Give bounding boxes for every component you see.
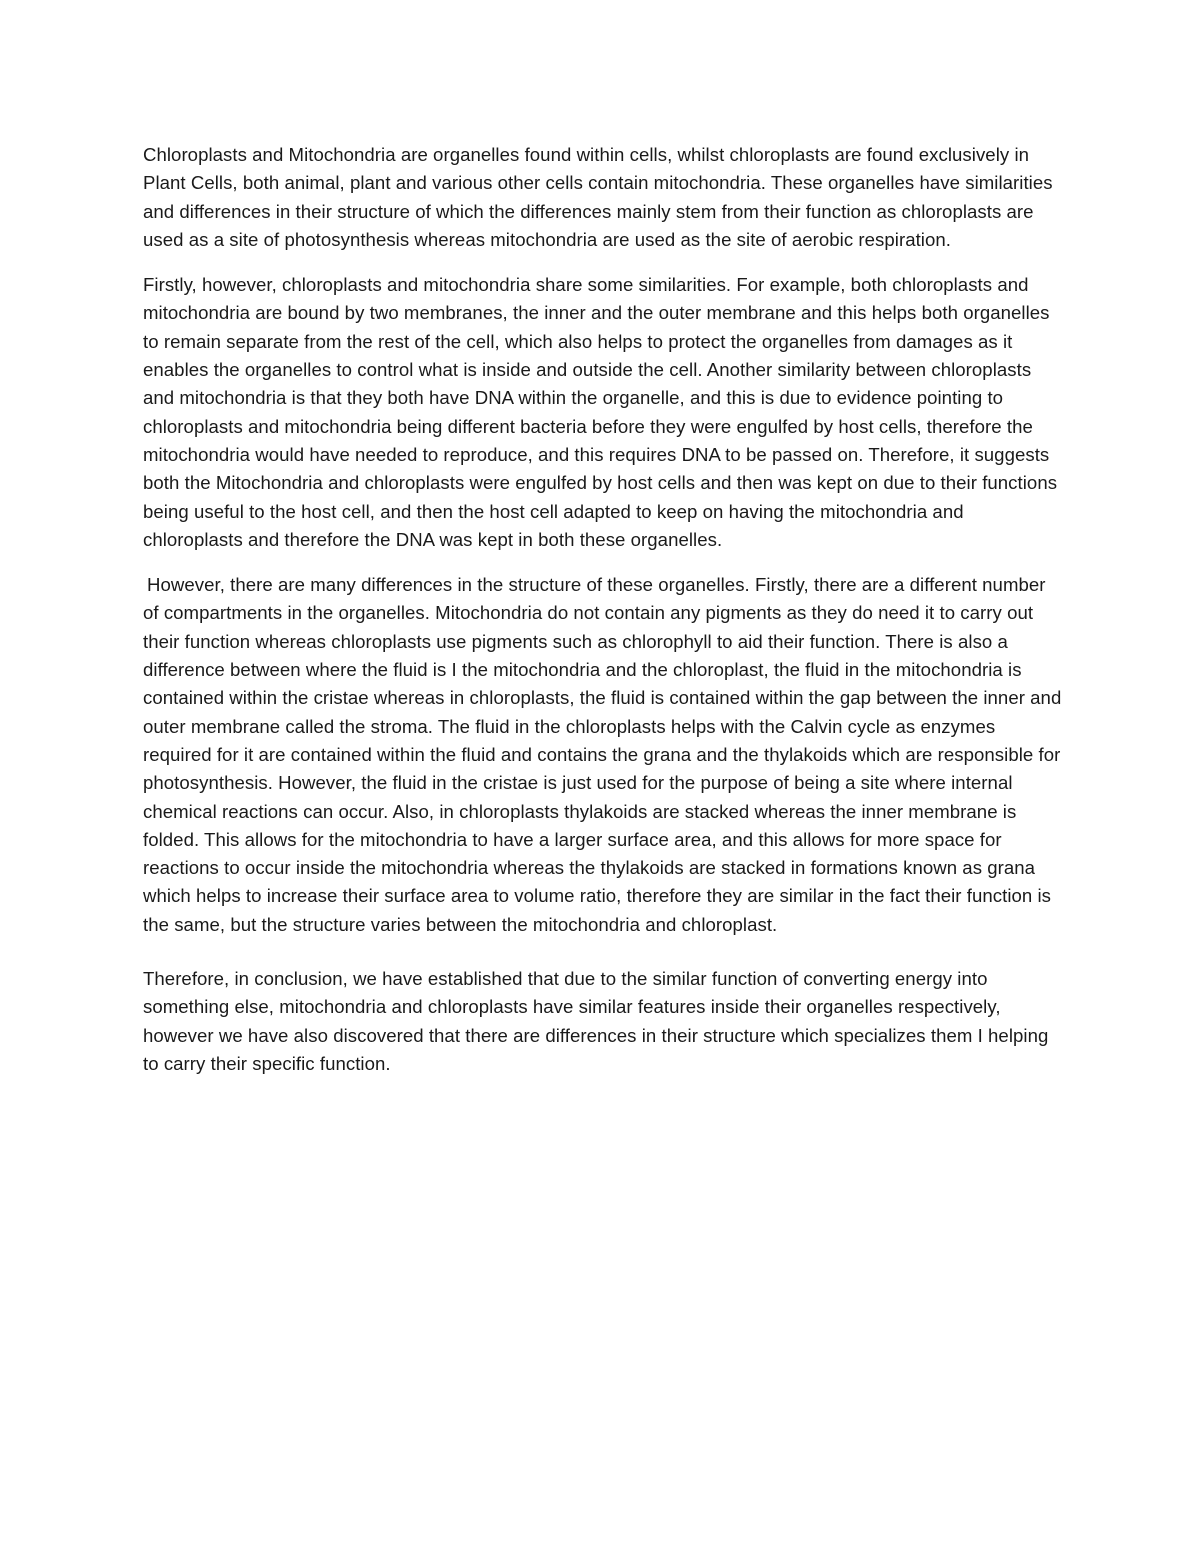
document-body <box>143 141 1063 1095</box>
paragraph-conclusion: Therefore, in conclusion, we have established that due to the similar function of converting energy into something else, mitochondria and chloroplasts have similar features inside their organelles respectively, however we have also discovered that there are differences in their structure which specializes them I helping to carry their specific function. <box>143 968 1049 1074</box>
paragraph-differences: However, there are many differences in the structure of these organelles. Firstly, there are a different number of compartments in the organelles. Mitochondria do not contain any pigments as they do need it to carry out their function whereas chloroplasts use pigments such as chlorophyll to aid their function. There is also a difference between where the fluid is I the mitochondria and the chloroplast, the fluid in the mitochondria is contained within the cristae whereas in chloroplasts, the fluid is contained within the gap between the inner and outer membrane called the stroma. The fluid in the chloroplasts helps with the Calvin cycle as enzymes required for it are contained within the fluid and contains the grana and the thylakoids which are responsible for photosynthesis. However, the fluid in the cristae is just used for the purpose of being a site where internal chemical reactions can occur. Also, in chloroplasts thylakoids are stacked whereas the inner membrane is folded. This allows for the mitochondria to have a larger surface area, and this allows for more space for reactions to occur inside the mitochondria whereas the thylakoids are stacked in formations known as grana which helps to increase their surface area to volume ratio, therefore they are similar in the fact their function is the same, but the structure varies between the mitochondria and chloroplast. <box>143 574 1062 935</box>
paragraph-similarities: Firstly, however, chloroplasts and mitochondria share some similarities. For example, both chloroplasts and mitochondria are bound by two membranes, the inner and the outer membrane and this helps both organelles to remain separate from the rest of the cell, which also helps to protect the organelles from damages as it enables the organelles to control what is inside and outside the cell. Another similarity between chloroplasts and mitochondria is that they both have DNA within the organelle, and this is due to evidence pointing to chloroplasts and mitochondria being different bacteria before they were engulfed by host cells, therefore the mitochondria would have needed to reproduce, and this requires DNA to be passed on. Therefore, it suggests both the Mitochondria and chloroplasts were engulfed by host cells and then was kept on due to their functions being useful to the host cell, and then the host cell adapted to keep on having the mitochondria and chloroplasts and therefore the DNA was kept in both these organelles. <box>143 274 1058 550</box>
paragraph-introduction: Chloroplasts and Mitochondria are organelles found within cells, whilst chloroplasts are found exclusively in Plant Cells, both animal, plant and various other cells contain mitochondria. These organelles have similarities and differences in their structure of which the differences mainly stem from their function as chloroplasts are used as a site of photosynthesis whereas mitochondria are used as the site of aerobic respiration. <box>143 144 1053 250</box>
